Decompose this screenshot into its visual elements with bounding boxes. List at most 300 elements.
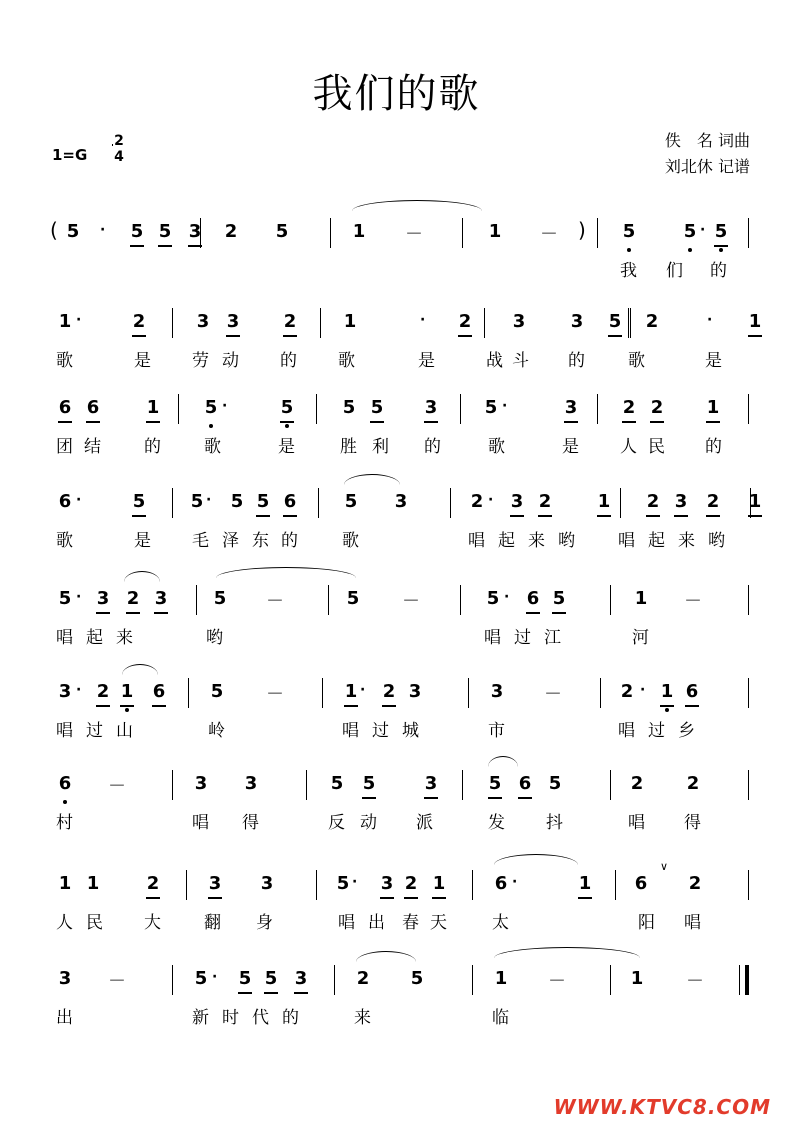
- lyrics-line: [0, 716, 793, 742]
- note: 5: [58, 588, 72, 609]
- note: 6: [518, 773, 532, 794]
- note: 2: [688, 873, 702, 894]
- lyric-char: 起: [498, 531, 516, 551]
- note: 6: [58, 773, 72, 794]
- lyric-char: 派: [416, 813, 434, 833]
- slur: [216, 567, 356, 578]
- notation-line: [0, 860, 793, 906]
- note: 3: [194, 773, 208, 794]
- note: 5: [552, 588, 566, 609]
- lyric-char: 河: [632, 628, 650, 648]
- note: 3: [510, 491, 524, 512]
- lyric-char: 起: [648, 531, 666, 551]
- augmentation-dot: ·: [212, 969, 218, 985]
- lyric-char: 歌: [338, 351, 356, 371]
- barline: [620, 488, 621, 518]
- note: 3: [196, 311, 210, 332]
- note: 5: [362, 773, 376, 794]
- slur: [356, 951, 416, 962]
- augmentation-dot: ·: [360, 682, 366, 698]
- note: 5: [275, 221, 289, 242]
- augmentation-dot: ·: [512, 874, 518, 890]
- note: 1: [578, 873, 592, 894]
- lyrics-line: [0, 526, 793, 552]
- note: 5: [488, 773, 502, 794]
- note: 5: [204, 397, 218, 418]
- barline: [334, 965, 335, 995]
- notation-line: [0, 668, 793, 714]
- open-paren: (: [50, 218, 58, 242]
- note: 6: [634, 873, 648, 894]
- note: 2: [645, 311, 659, 332]
- note: 3: [58, 968, 72, 989]
- note: 3: [490, 681, 504, 702]
- note: 1: [706, 397, 720, 418]
- barline: [306, 770, 307, 800]
- lyric-char: 江: [544, 628, 562, 648]
- lyrics-line: [0, 623, 793, 649]
- note: 3: [188, 221, 202, 242]
- lyric-char: 哟: [708, 531, 726, 551]
- hold-dash: －: [686, 971, 704, 992]
- note: 2: [650, 397, 664, 418]
- lyrics-line: [0, 346, 793, 372]
- barline: [610, 585, 611, 615]
- lyric-char: 的: [281, 531, 299, 551]
- lyric-char: 唱: [56, 721, 74, 741]
- lyric-char: 起: [86, 628, 104, 648]
- augmentation-dot: ·: [488, 492, 494, 508]
- note: 1: [748, 311, 762, 332]
- note: 3: [564, 397, 578, 418]
- lyric-char: 唱: [338, 913, 356, 933]
- note: 2: [404, 873, 418, 894]
- barline: [178, 394, 179, 424]
- barline: [318, 488, 319, 518]
- lyric-char: 歌: [204, 437, 222, 457]
- barline: [316, 870, 317, 900]
- note: 5: [264, 968, 278, 989]
- slur: [124, 571, 160, 582]
- note: 5: [132, 491, 146, 512]
- augmentation-dot: ·: [640, 682, 646, 698]
- augmentation-dot: ·: [222, 398, 228, 414]
- barline: [316, 394, 317, 424]
- lyric-char: 利: [372, 437, 390, 457]
- barline: [450, 488, 451, 518]
- augmentation-dot: ·: [76, 312, 82, 328]
- note: 5: [330, 773, 344, 794]
- lyric-char: 歌: [56, 351, 74, 371]
- note: 3: [58, 681, 72, 702]
- lyric-char: 人: [56, 913, 74, 933]
- augmentation-dot: ·: [707, 312, 713, 328]
- lyric-char: 太: [492, 913, 510, 933]
- lyric-char: 大: [144, 913, 162, 933]
- lyrics-line: [0, 1003, 793, 1029]
- lyric-char: 哟: [206, 628, 224, 648]
- barline: [328, 585, 329, 615]
- note: 5: [280, 397, 294, 418]
- lyric-char: 唱: [628, 813, 646, 833]
- note: 3: [424, 397, 438, 418]
- lyric-char: 歌: [488, 437, 506, 457]
- note: 2: [96, 681, 110, 702]
- lyric-char: 结: [84, 437, 102, 457]
- lyric-char: 村: [56, 813, 74, 833]
- note: 2: [470, 491, 484, 512]
- note: 5: [256, 491, 270, 512]
- augmentation-dot: ·: [76, 682, 82, 698]
- augmentation-dot: ·: [420, 312, 426, 328]
- time-signature-bottom: 4: [114, 149, 124, 165]
- lyric-char: 动: [360, 813, 378, 833]
- note: 3: [674, 491, 688, 512]
- hold-dash: －: [266, 591, 284, 612]
- slur: [494, 947, 640, 958]
- lyric-char: 胜: [340, 437, 358, 457]
- lyric-char: 是: [134, 351, 152, 371]
- note: 1: [630, 968, 644, 989]
- note: 5: [336, 873, 350, 894]
- hold-dash: －: [544, 684, 562, 705]
- note: 3: [408, 681, 422, 702]
- barline: [748, 678, 749, 708]
- page-title: 我们的歌: [312, 71, 481, 117]
- note: 1: [660, 681, 674, 702]
- barline: [615, 870, 616, 900]
- note: 1: [494, 968, 508, 989]
- lyric-char: 人: [620, 437, 638, 457]
- final-barline-thick: [745, 965, 749, 995]
- note: 6: [58, 491, 72, 512]
- note: 6: [152, 681, 166, 702]
- slur: [344, 474, 400, 485]
- barline: [172, 770, 173, 800]
- lyric-char: 的: [280, 351, 298, 371]
- time-signature-bar: [112, 144, 113, 146]
- augmentation-dot: ·: [76, 492, 82, 508]
- barline: [462, 770, 463, 800]
- lyric-char: 身: [256, 913, 274, 933]
- note: 5: [210, 681, 224, 702]
- lyric-char: 是: [562, 437, 580, 457]
- barline: [196, 585, 197, 615]
- lyric-char: 翻: [204, 913, 222, 933]
- lyric-char: 是: [418, 351, 436, 371]
- lyric-char: 唱: [342, 721, 360, 741]
- barline: [600, 678, 601, 708]
- note: 1: [58, 873, 72, 894]
- note: 2: [686, 773, 700, 794]
- augmentation-dot: ·: [100, 222, 106, 238]
- note: 2: [538, 491, 552, 512]
- lyric-char: 的: [144, 437, 162, 457]
- lyric-char: 团: [56, 437, 74, 457]
- slur: [122, 664, 158, 675]
- note: 2: [620, 681, 634, 702]
- barline: [597, 394, 598, 424]
- breath-mark: ∨: [660, 860, 669, 873]
- slur: [494, 854, 578, 865]
- note: 1: [343, 311, 357, 332]
- note: 6: [494, 873, 508, 894]
- barline: [748, 770, 749, 800]
- lyric-char: 临: [492, 1008, 510, 1028]
- note: 3: [226, 311, 240, 332]
- note: 5: [622, 221, 636, 242]
- note: 5: [683, 221, 697, 242]
- note: 5: [238, 968, 252, 989]
- lyric-char: 出: [56, 1008, 74, 1028]
- note: 6: [526, 588, 540, 609]
- hold-dash: －: [108, 971, 126, 992]
- barline: [172, 308, 173, 338]
- note: 2: [224, 221, 238, 242]
- note: 2: [356, 968, 370, 989]
- lyrics-line: [0, 808, 793, 834]
- lyric-char: 唱: [484, 628, 502, 648]
- barline: [472, 965, 473, 995]
- note: 1: [488, 221, 502, 242]
- note: 2: [630, 773, 644, 794]
- lyric-char: 唱: [684, 913, 702, 933]
- notation-line: [0, 384, 793, 430]
- lyrics-line: [0, 256, 793, 282]
- note: 3: [208, 873, 222, 894]
- note: 5: [194, 968, 208, 989]
- notation-line: [0, 955, 793, 1001]
- note: 5: [410, 968, 424, 989]
- note: 3: [260, 873, 274, 894]
- note: 2: [126, 588, 140, 609]
- lyric-char: 得: [684, 813, 702, 833]
- note: 6: [58, 397, 72, 418]
- note: 5: [130, 221, 144, 242]
- lyric-char: 得: [242, 813, 260, 833]
- lyric-char: 民: [648, 437, 666, 457]
- barline: [484, 308, 485, 338]
- note: 1: [86, 873, 100, 894]
- note: 3: [512, 311, 526, 332]
- slur: [352, 200, 482, 211]
- lyric-char: 唱: [468, 531, 486, 551]
- time-signature-top: 2: [114, 133, 124, 149]
- barline: [172, 488, 173, 518]
- note: 1: [597, 491, 611, 512]
- lyric-char: 时: [222, 1008, 240, 1028]
- lyric-char: 的: [710, 261, 728, 281]
- hold-dash: －: [684, 591, 702, 612]
- lyric-char: 乡: [678, 721, 696, 741]
- note: 5: [346, 588, 360, 609]
- note: 1: [58, 311, 72, 332]
- lyric-char: 民: [86, 913, 104, 933]
- watermark: WWW.KTVC8.COM: [553, 1095, 771, 1119]
- note: 5: [66, 221, 80, 242]
- note: 1: [344, 681, 358, 702]
- note: 1: [352, 221, 366, 242]
- note: 5: [548, 773, 562, 794]
- note: 5: [714, 221, 728, 242]
- lyric-char: 发: [488, 813, 506, 833]
- lyrics-line: [0, 432, 793, 458]
- barline: [472, 870, 473, 900]
- note: 3: [380, 873, 394, 894]
- barline: [320, 308, 321, 338]
- lyric-char: 春: [402, 913, 420, 933]
- barline: [460, 585, 461, 615]
- augmentation-dot: ·: [502, 398, 508, 414]
- barline: [200, 218, 201, 248]
- credit-transcriber: 刘北休 记谱: [664, 157, 750, 176]
- lyric-char: 动: [222, 351, 240, 371]
- credits: [600, 128, 750, 180]
- lyric-char: 阳: [638, 913, 656, 933]
- hold-dash: －: [266, 684, 284, 705]
- lyric-char: 的: [705, 437, 723, 457]
- lyric-char: 战: [486, 351, 504, 371]
- note: 2: [458, 311, 472, 332]
- note: 5: [484, 397, 498, 418]
- note: 3: [570, 311, 584, 332]
- note: 3: [424, 773, 438, 794]
- note: 2: [283, 311, 297, 332]
- note: 2: [132, 311, 146, 332]
- hold-dash: －: [548, 971, 566, 992]
- lyric-char: 来: [528, 531, 546, 551]
- lyric-char: 泽: [222, 531, 240, 551]
- lyric-char: 劳: [192, 351, 210, 371]
- lyric-char: 来: [116, 628, 134, 648]
- lyric-char: 反: [328, 813, 346, 833]
- lyric-char: 唱: [618, 721, 636, 741]
- notation-line: [0, 575, 793, 621]
- lyric-char: 城: [402, 721, 420, 741]
- final-barline: [739, 965, 740, 995]
- lyric-char: 市: [488, 721, 506, 741]
- lyric-char: 的: [424, 437, 442, 457]
- lyric-char: 是: [278, 437, 296, 457]
- note: 1: [748, 491, 762, 512]
- barline: [748, 394, 749, 424]
- lyric-char: 哟: [558, 531, 576, 551]
- notation-line: [0, 760, 793, 806]
- barline: [322, 678, 323, 708]
- hold-dash: －: [405, 224, 423, 245]
- barline: [330, 218, 331, 248]
- lyric-char: 过: [372, 721, 390, 741]
- notation-line: [0, 208, 793, 254]
- lyric-char: 我: [620, 261, 638, 281]
- hold-dash: －: [402, 591, 420, 612]
- note: 2: [146, 873, 160, 894]
- note: 1: [120, 681, 134, 702]
- note: 2: [622, 397, 636, 418]
- augmentation-dot: ·: [76, 589, 82, 605]
- note: 2: [706, 491, 720, 512]
- lyric-char: 是: [705, 351, 723, 371]
- lyric-char: 们: [666, 261, 684, 281]
- lyric-char: 山: [116, 721, 134, 741]
- note: 1: [432, 873, 446, 894]
- barline: [610, 770, 611, 800]
- note: 5: [230, 491, 244, 512]
- credit-composer: 佚 名 词曲: [664, 131, 750, 150]
- lyric-char: 东: [252, 531, 270, 551]
- barline: [462, 218, 463, 248]
- lyric-char: 过: [514, 628, 532, 648]
- augmentation-dot: ·: [206, 492, 212, 508]
- note: 5: [213, 588, 227, 609]
- barline: [628, 308, 629, 338]
- lyric-char: 的: [282, 1008, 300, 1028]
- barline: [610, 965, 611, 995]
- barline: [750, 488, 751, 518]
- note: 5: [344, 491, 358, 512]
- lyric-char: 歌: [342, 531, 360, 551]
- lyrics-line: [0, 908, 793, 934]
- barline: [188, 678, 189, 708]
- note: 6: [283, 491, 297, 512]
- note: 6: [86, 397, 100, 418]
- note: 5: [608, 311, 622, 332]
- note: 3: [154, 588, 168, 609]
- barline: [748, 870, 749, 900]
- lyric-char: 唱: [618, 531, 636, 551]
- lyric-char: 来: [354, 1008, 372, 1028]
- lyric-char: 过: [86, 721, 104, 741]
- lyric-char: 斗: [512, 351, 530, 371]
- barline: [748, 585, 749, 615]
- lyric-char: 新: [192, 1008, 210, 1028]
- augmentation-dot: ·: [352, 874, 358, 890]
- note: 5: [342, 397, 356, 418]
- lyric-char: 歌: [628, 351, 646, 371]
- lyric-char: 的: [568, 351, 586, 371]
- barline: [172, 965, 173, 995]
- slur: [488, 756, 518, 767]
- lyric-char: 唱: [192, 813, 210, 833]
- lyric-char: 代: [252, 1008, 270, 1028]
- lyric-char: 是: [134, 531, 152, 551]
- augmentation-dot: ·: [504, 589, 510, 605]
- note: 1: [634, 588, 648, 609]
- note: 5: [190, 491, 204, 512]
- lyric-char: 过: [648, 721, 666, 741]
- notation-line: [0, 478, 793, 524]
- lyric-char: 歌: [56, 531, 74, 551]
- close-paren: ): [578, 218, 586, 242]
- note: 5: [370, 397, 384, 418]
- note: 2: [382, 681, 396, 702]
- hold-dash: －: [540, 224, 558, 245]
- lyric-char: 出: [368, 913, 386, 933]
- barline: [468, 678, 469, 708]
- barline: [748, 218, 749, 248]
- time-signature: [112, 133, 126, 165]
- barline: [630, 308, 631, 338]
- barline: [597, 218, 598, 248]
- note: 5: [158, 221, 172, 242]
- notation-line: [0, 298, 793, 344]
- lyric-char: 毛: [192, 531, 210, 551]
- note: 5: [486, 588, 500, 609]
- lyric-char: 岭: [208, 721, 226, 741]
- note: 3: [96, 588, 110, 609]
- barline: [186, 870, 187, 900]
- note: 3: [394, 491, 408, 512]
